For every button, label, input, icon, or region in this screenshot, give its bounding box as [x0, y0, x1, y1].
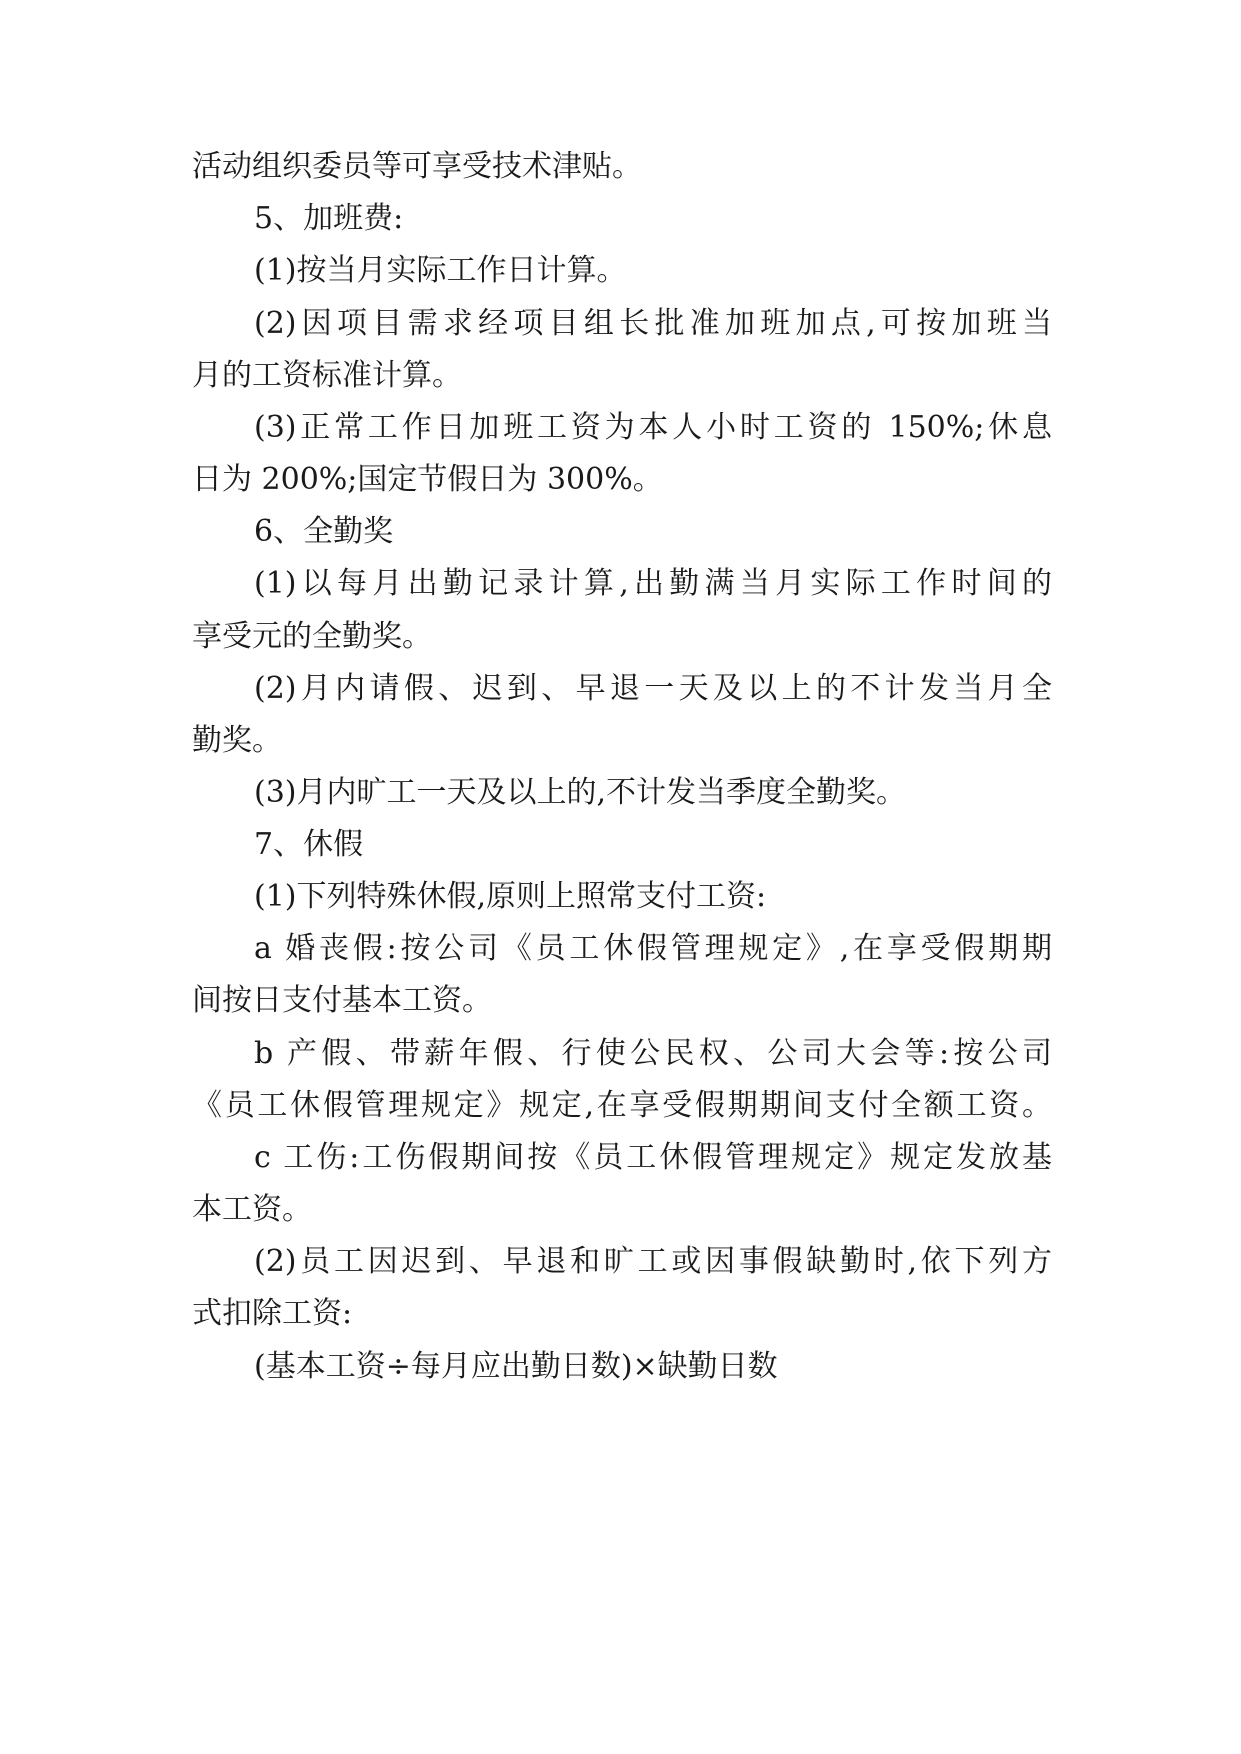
text-line: a 婚丧假:按公司《员工休假管理规定》,在享受假期期	[254, 931, 1052, 966]
text-line: (2)月内请假、迟到、早退一天及以上的不计发当月全	[254, 671, 1052, 706]
text-line: 式扣除工资:	[192, 1296, 353, 1331]
text-line: 勤奖。	[192, 723, 282, 758]
text-line: 日为 200%;国定节假日为 300%。	[192, 462, 663, 497]
text-line: 间按日支付基本工资。	[192, 983, 492, 1018]
text-line: 活动组织委员等可享受技术津贴。	[192, 149, 642, 184]
text-line: (1)按当月实际工作日计算。	[254, 253, 627, 288]
section-heading: 7、休假	[254, 827, 364, 862]
text-line: (3)月内旷工一天及以上的,不计发当季度全勤奖。	[254, 775, 907, 810]
text-line: (2)员工因迟到、早退和旷工或因事假缺勤时,依下列方	[254, 1244, 1052, 1279]
section-heading: 5、加班费:	[254, 201, 404, 236]
text-line: b 产假、带薪年假、行使公民权、公司大会等:按公司	[254, 1036, 1052, 1071]
text-line: 享受元的全勤奖。	[192, 619, 432, 654]
text-line: 《员工休假管理规定》规定,在享受假期期间支付全额工资。	[192, 1088, 1052, 1123]
text-line: (3)正常工作日加班工资为本人小时工资的 150%;休息	[254, 410, 1052, 445]
text-line: 本工资。	[192, 1192, 312, 1227]
text-line: (1)以每月出勤记录计算,出勤满当月实际工作时间的	[254, 566, 1052, 601]
text-line: 月的工资标准计算。	[192, 358, 462, 393]
formula-line: (基本工资÷每月应出勤日数)×缺勤日数	[254, 1349, 778, 1384]
section-heading: 6、全勤奖	[254, 514, 394, 549]
text-line: (1)下列特殊休假,原则上照常支付工资:	[254, 879, 767, 914]
text-line: c 工伤:工伤假期间按《员工休假管理规定》规定发放基	[254, 1140, 1052, 1175]
text-line: (2)因项目需求经项目组长批准加班加点,可按加班当	[254, 306, 1052, 341]
